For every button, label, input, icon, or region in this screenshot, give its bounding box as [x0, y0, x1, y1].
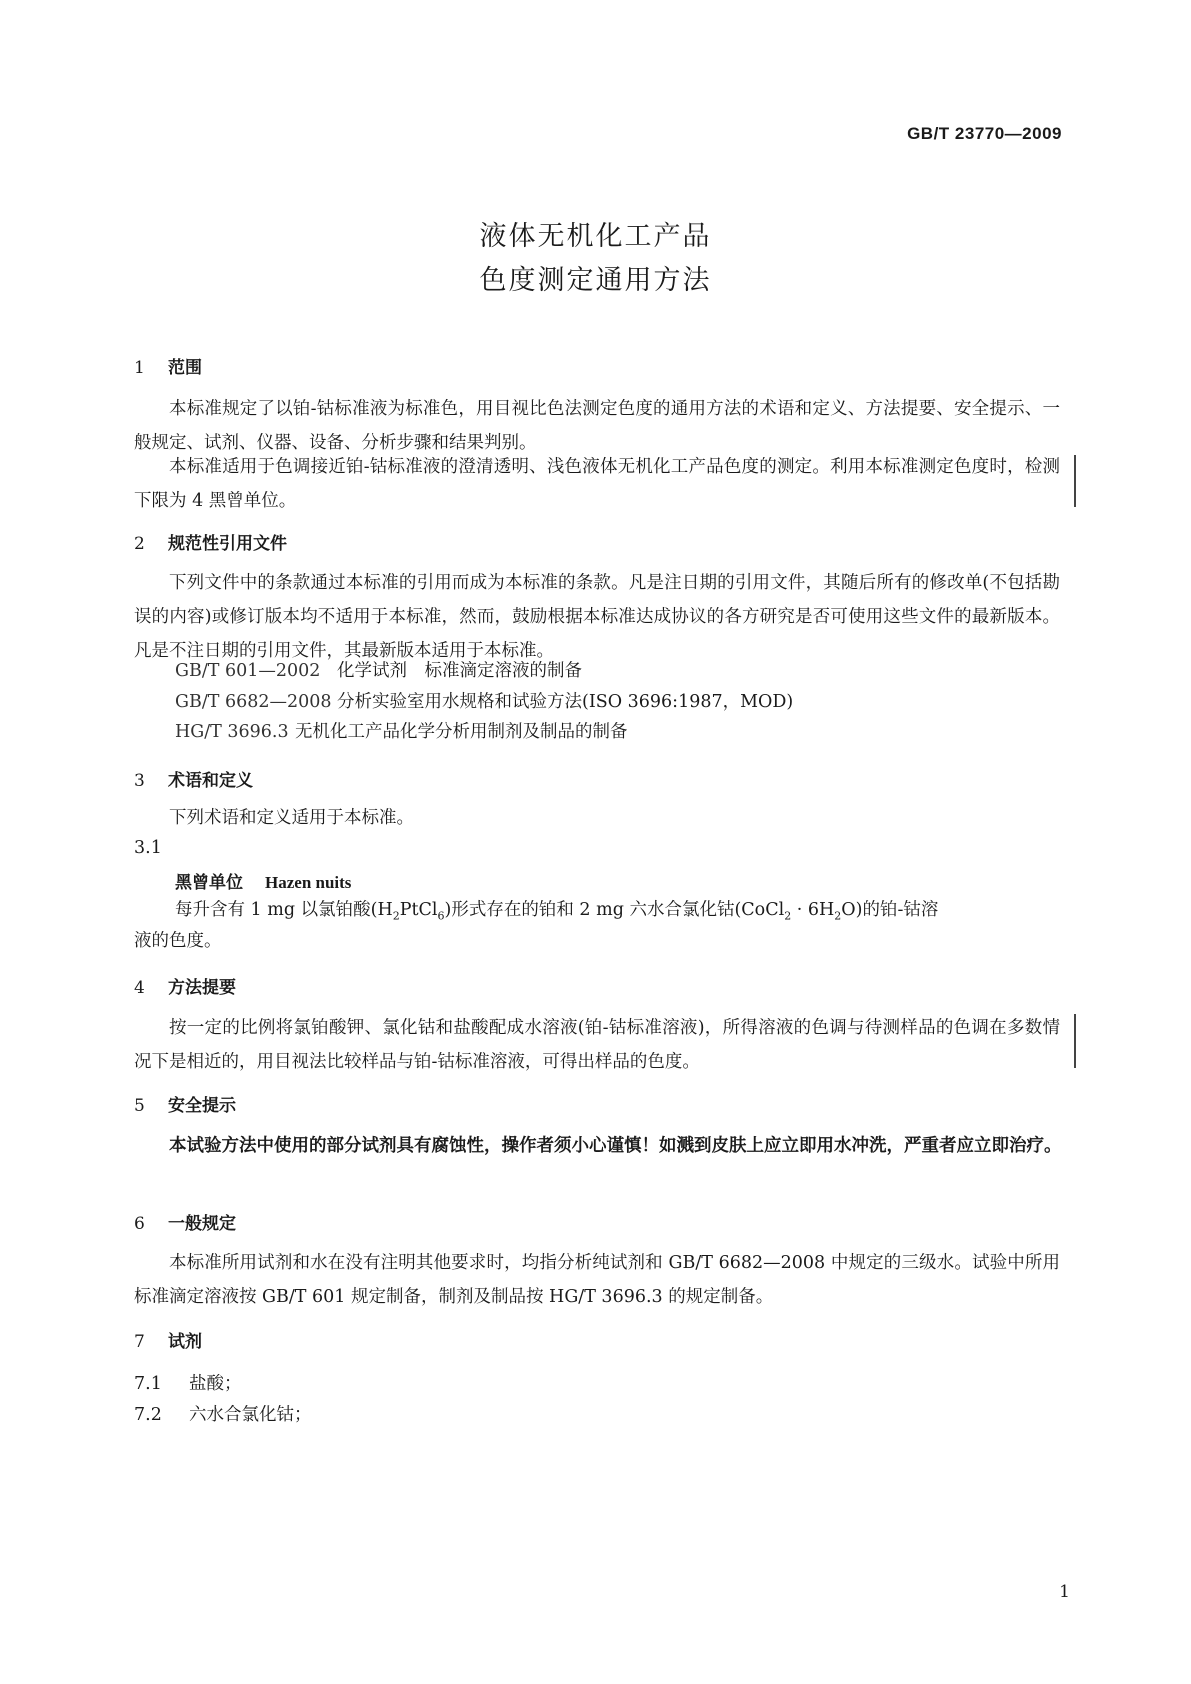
- section-number: 5: [134, 1096, 145, 1116]
- section-title: 术语和定义: [168, 771, 253, 791]
- section-title: 规范性引用文件: [168, 534, 287, 554]
- standard-code: GB/T 23770—2009: [907, 124, 1062, 143]
- term-definition-line1: 每升含有 1 mg 以氯铂酸$(H_2PtCl_6)$形式存在的铂和 2 mg 六水合氯化钴(CoCl$_2$ · $6H_2O$)的铂-钴溶: [175, 900, 939, 923]
- section-number: 7: [134, 1332, 145, 1352]
- section-3-heading: [134, 766, 253, 791]
- section-1-heading: [134, 353, 202, 378]
- item-number: 7.1: [134, 1374, 162, 1394]
- section-title: 安全提示: [168, 1096, 236, 1116]
- section-3-paragraph-1: 下列术语和定义适用于本标准。: [169, 808, 414, 828]
- reference-title: 无机化工产品化学分析用制剂及制品的制备: [295, 722, 628, 742]
- document-title-line2: 色度测定通用方法: [479, 265, 712, 296]
- reagent-item: [134, 1401, 312, 1426]
- subsection-number: 3.1: [134, 838, 162, 858]
- change-bar: [1074, 1014, 1076, 1068]
- reference-code: GB/T 601—2002: [175, 661, 321, 681]
- section-6-heading: [134, 1209, 236, 1234]
- section-1-paragraph-1: 本标准规定了以铂-钴标准液为标准色，用目视比色法测定色度的通用方法的术语和定义、方法提要、安全提示、一般规定、试剂、仪器、设备、分析步骤和结果判别。: [134, 399, 1060, 453]
- section-5-heading: [134, 1091, 236, 1116]
- reference-code: GB/T 6682—2008: [175, 692, 332, 712]
- section-number: 6: [134, 1214, 145, 1234]
- term-definition-line2: 液的色度。: [134, 931, 222, 951]
- reagent-item: [134, 1370, 242, 1395]
- section-2-paragraph-1: 下列文件中的条款通过本标准的引用而成为本标准的条款。凡是注日期的引用文件，其随后所有的修改单(不包括勘误的内容)或修订版本均不适用于本标准，然而，鼓励根据本标准达成协议的各方研究是否可使用这些文件的最新版本。凡是不注日期的引用文件，其最新版本适用于本标准。: [134, 573, 1060, 661]
- section-7-heading: [134, 1327, 202, 1352]
- section-number: 3: [134, 771, 145, 791]
- section-2-heading: [134, 529, 287, 554]
- section-1-paragraph-2: 本标准适用于色调接近铂-钴标准液的澄清透明、浅色液体无机化工产品色度的测定。利用本标准测定色度时，检测下限为 4 黑曾单位。: [134, 457, 1060, 511]
- section-number: 1: [134, 358, 145, 378]
- normative-reference: [175, 686, 793, 718]
- document-title-line1: 液体无机化工产品: [479, 221, 712, 252]
- section-number: 4: [134, 978, 145, 998]
- page-number: 1: [1059, 1582, 1070, 1602]
- change-bar: [1074, 455, 1076, 507]
- reference-code: HG/T 3696.3: [175, 722, 289, 742]
- section-title: 范围: [168, 358, 202, 378]
- reference-title: 化学试剂 标准滴定溶液的制备: [337, 661, 582, 681]
- term-chinese: 黑曾单位: [175, 873, 243, 893]
- term-english: Hazen nuits: [265, 873, 352, 892]
- section-title: 一般规定: [168, 1214, 236, 1234]
- safety-warning: 本试验方法中使用的部分试剂具有腐蚀性，操作者须小心谨慎！如溅到皮肤上应立即用水冲洗，严重者应立即治疗。: [169, 1136, 1062, 1156]
- section-title: 方法提要: [168, 978, 236, 998]
- normative-reference: [175, 716, 628, 748]
- section-6-paragraph-1: 本标准所用试剂和水在没有注明其他要求时，均指分析纯试剂和 GB/T 6682—2008 中规定的三级水。试验中所用标准滴定溶液按 GB/T 601 规定制备，制剂及制品按 HG/T 3696.3 的规定制备。: [134, 1253, 1060, 1307]
- reference-title: 分析实验室用水规格和试验方法(ISO 3696:1987，MOD): [337, 692, 794, 712]
- section-title: 试剂: [168, 1332, 202, 1352]
- item-text: 六水合氯化钴；: [189, 1405, 312, 1425]
- item-text: 盐酸；: [189, 1374, 242, 1394]
- term-entry: [175, 868, 351, 893]
- normative-reference: [175, 655, 582, 687]
- section-4-paragraph-1: 按一定的比例将氯铂酸钾、氯化钴和盐酸配成水溶液(铂-钴标准溶液)，所得溶液的色调与待测样品的色调在多数情况下是相近的，用目视法比较样品与铂-钴标准溶液，可得出样品的色度。: [134, 1018, 1060, 1072]
- item-number: 7.2: [134, 1405, 162, 1425]
- section-4-heading: [134, 973, 236, 998]
- section-number: 2: [134, 534, 145, 554]
